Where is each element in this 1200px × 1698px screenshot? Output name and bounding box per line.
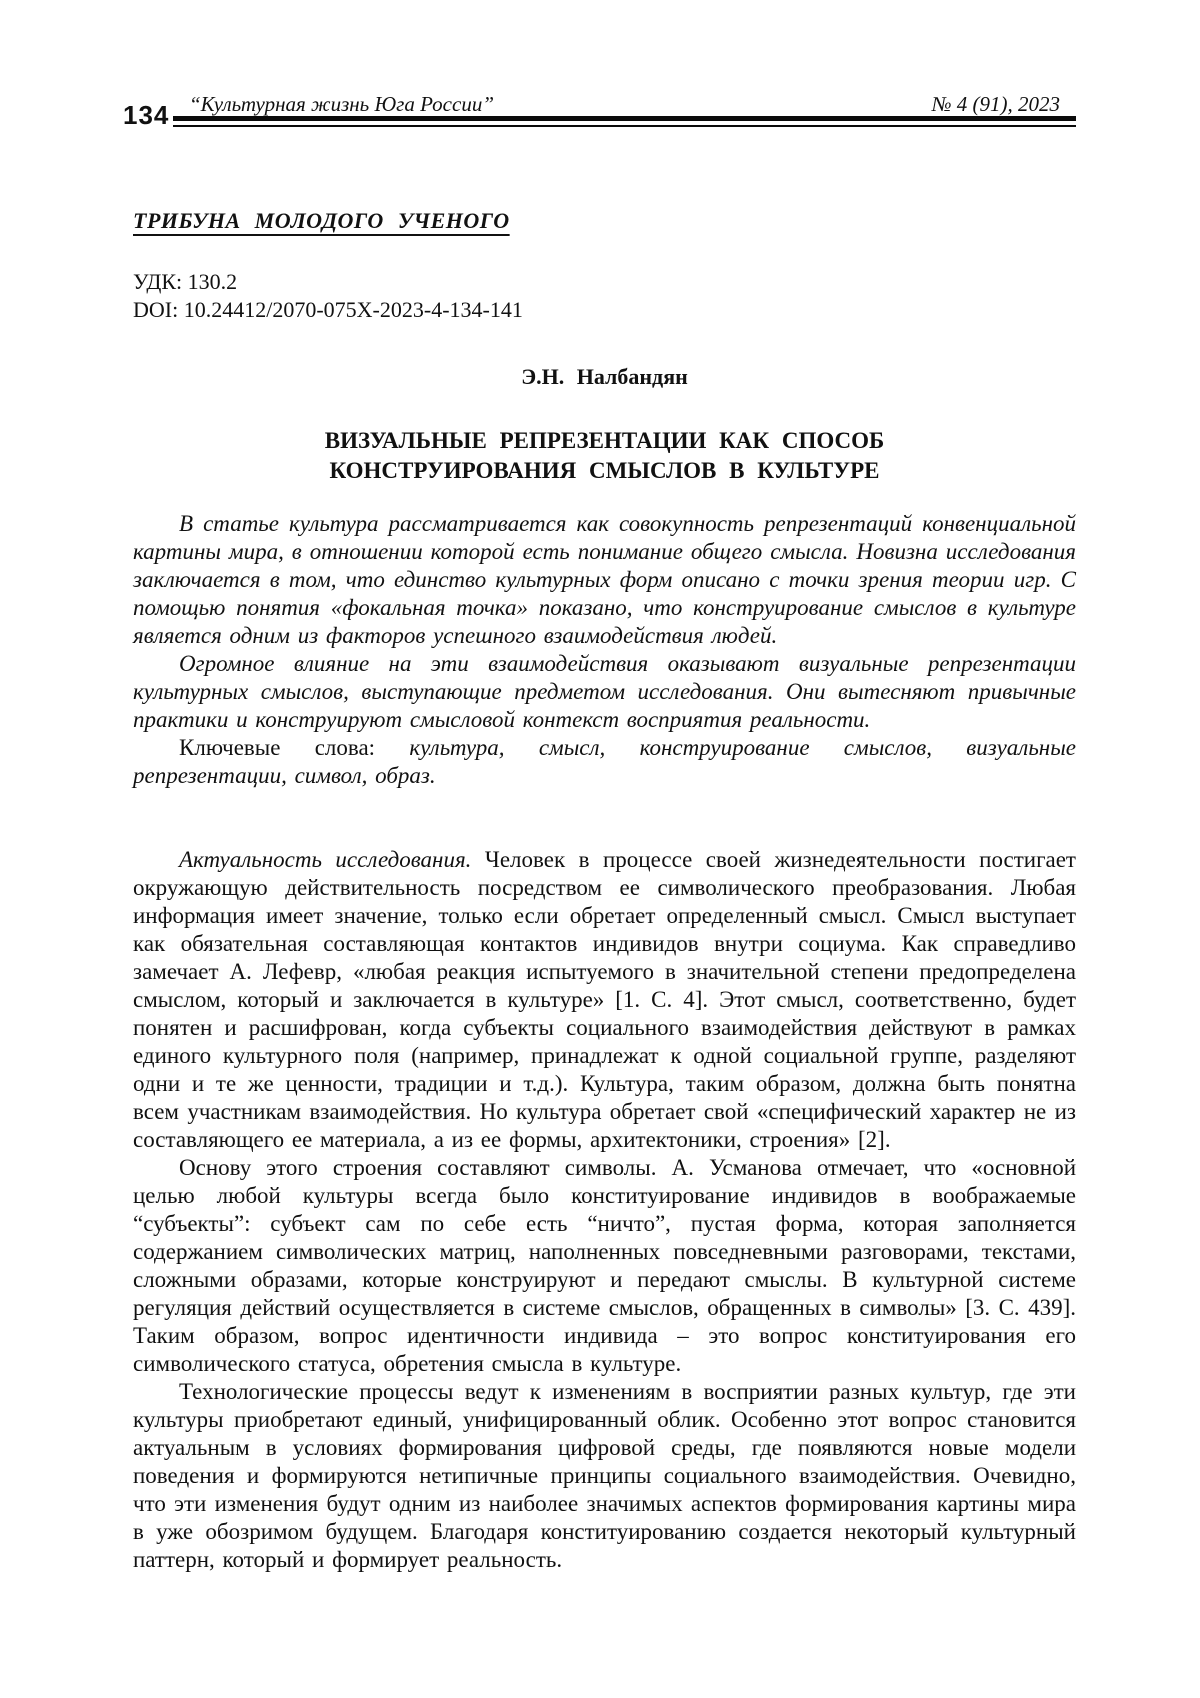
body-paragraph: Технологические процессы ведут к изменениям в восприятии разных культур, где эти культуры приобретают единый, унифицированный облик. Особенно этот вопрос становится актуальным в условиях формирования цифровой среды, где появляются новые модели поведения и формируются нетипичные принципы социального взаимодействия. Очевидно, что эти изменения будут одним из наиболее значимых аспектов формирования картины мира в уже обозримом будущем. Благодаря конституированию создается некоторый культурный паттерн, который и формирует реальность. [133, 1379, 1076, 1572]
article-body [133, 846, 1076, 1574]
running-head [133, 92, 1076, 116]
article-title [133, 426, 1076, 486]
author-name: Э.Н. Налбандян [521, 364, 688, 389]
abstract-paragraph: Огромное влияние на эти взаимодействия оказывают визуальные репрезентации культурных смыслов, выступающие предметом исследования. Они вытесняют привычные практики и конструируют смысловой контекст восприятия реальности. [133, 651, 1076, 732]
journal-title: “Культурная жизнь Юга России” [189, 92, 494, 116]
paragraph-lead-italic: Актуальность исследования. [179, 847, 472, 872]
udk-line: УДК: 130.2 [133, 269, 238, 294]
issue-label: № 4 (91), 2023 [931, 92, 1060, 116]
header-rules [173, 116, 1076, 127]
keywords-paragraph [133, 734, 1076, 790]
keywords-label: Ключевые слова: [179, 735, 376, 760]
page-content [123, 92, 1077, 1574]
article-meta [133, 268, 1076, 324]
body-paragraph: Основу этого строения составляют символы. А. Усманова отмечает, что «основной целью любой культуры всегда было конституирование индивидов в воображаемые “субъекты”: субъект сам по себе есть “ничто”, пустая форма, которая заполняется содержанием символических матриц, наполненных повседневными разговорами, текстами, сложными образами, которые конструируют и передают смыслы. В культурной системе регуляция действий осуществляется в системе смыслов, обращенных в символы» [3. С. 439]. Таким образом, вопрос идентичности индивида – это вопрос конституирования его символического статуса, обретения смысла в культуре. [133, 1155, 1076, 1376]
page-number: 134 [123, 100, 170, 130]
article-title-line1: ВИЗУАЛЬНЫЕ РЕПРЕЗЕНТАЦИИ КАК СПОСОБ [324, 428, 885, 453]
body-paragraph: Актуальность исследования. Человек в процессе своей жизнедеятельности постигает окружающую действительность посредством ее символического преобразования. Любая информация имеет значение, только если обретает определенный смысл. Смысл выступает как обязательная составляющая контактов индивидов внутри социума. Как справедливо замечает А. Лефевр, «любая реакция испытуемого в значительной степени предопределена смыслом, который и заключается в культуре» [1. С. 4]. Этот смысл, соответственно, будет понятен и расшифрован, когда субъекты социального взаимодействия действуют в рамках единого культурного поля (например, принадлежат к одной социальной группе, разделяют одни и те же ценности, традиции и т.д.). Культура, таким образом, должна быть понятна всем участникам взаимодействия. Но культура обретает свой «специфический характер не из составляющего ее материала, а из ее формы, архитектоники, строения» [2]. [133, 847, 1076, 1152]
article-title-line2: КОНСТРУИРОВАНИЯ СМЫСЛОВ В КУЛЬТУРЕ [329, 458, 880, 483]
rule-thick [173, 116, 1076, 121]
section-heading: ТРИБУНА МОЛОДОГО УЧЕНОГО [133, 208, 510, 233]
abstract [133, 510, 1076, 790]
doi-line: DOI: 10.24412/2070-075X-2023-4-134-141 [133, 297, 523, 322]
rule-thin [173, 125, 1076, 127]
abstract-paragraph: В статье культура рассматривается как совокупность репрезентаций конвенциальной картины мира, в отношении которой есть понимание общего смысла. Новизна исследования заключается в том, что единство культурных форм описано с точки зрения теории игр. С помощью понятия «фокальная точка» показано, что конструирование смыслов в культуре является одним из факторов успешного взаимодействия людей. [133, 511, 1076, 648]
keywords-list: культура, смысл, конструирование смыслов, визуальные репрезентации, символ, образ. [133, 735, 1077, 788]
